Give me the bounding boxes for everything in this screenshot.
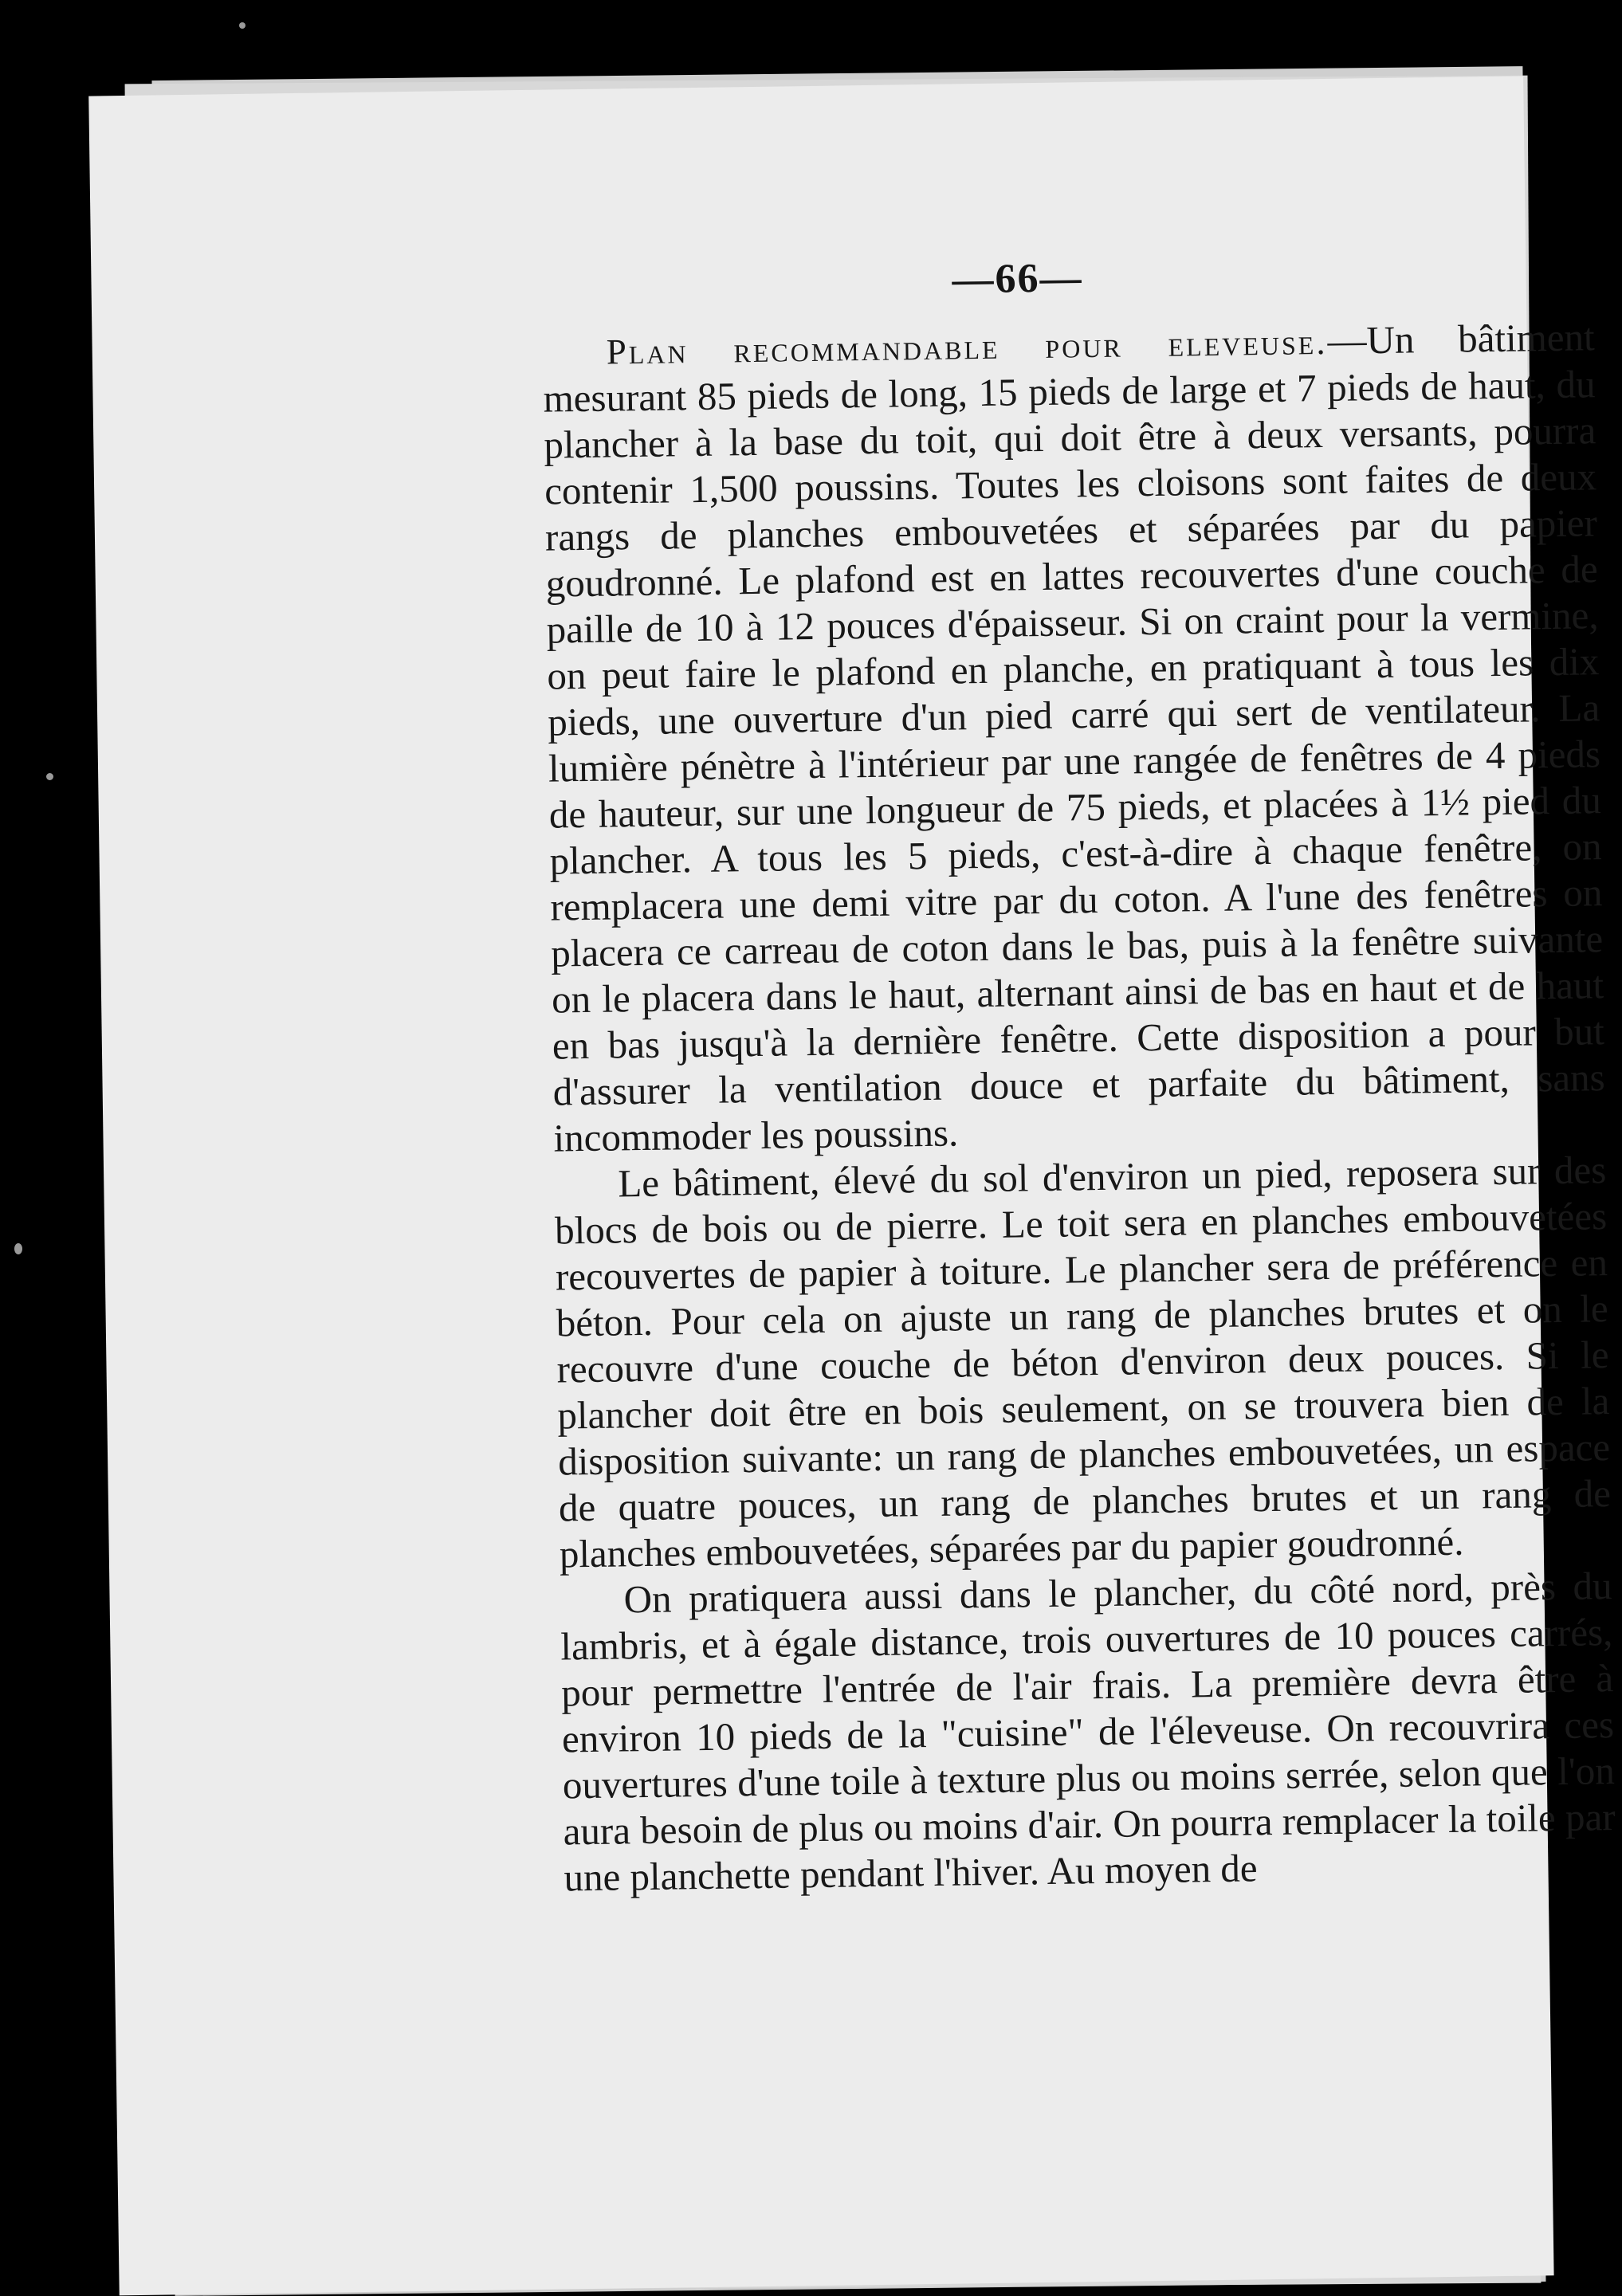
paragraph-text: —Un bâtiment mesurant 85 pieds de long, 15 pieds de large et 7 pieds de haut, du plancher à la base du toit, qui doit être à deux versants, pourra contenir 1,500 poussins. Toutes les cloisons sont faites de deux rangs de planches embouvetées et séparées par du papier goudronné. Le plafond est en lattes recouvertes d'une couche de paille de 10 à 12 pouces d'épaisseur. Si on craint pour la vermine, on peut faire le plafond en planche, en pratiquant à tous les dix pieds, une ouverture d'un pied carré qui sert de ventilateur. La lumière pénètre à l'intérieur par une rangée de fenêtres de 4 pieds de hauteur, sur une longueur de 75 pieds, et placées à 1½ pied du plancher. A tous les 5 pieds, c'est-à-dire à chaque fenêtre, on remplacera une demi vitre par du coton. A l'une des fenêtres on placera ce carreau de coton dans le bas, puis à la fenêtre suivante on le placera dans le haut, alternant ainsi de bas en haut et de haut en bas jusqu'à la dernière fenêtre. Cette disposition a pour but d'assurer la ventilation douce et parfaite du bâtiment, sans incommoder les poussins. (543, 315, 1605, 1160)
page-body (542, 314, 1616, 1901)
section-heading: Plan recommandable pour eleveuse. (606, 321, 1328, 372)
page-number: —66— (952, 255, 1083, 303)
paragraph (542, 314, 1605, 1161)
paragraph: Le bâtiment, élevé du sol d'environ un pied, reposera sur des blocs de bois ou de pierre. Le toit sera en planches embouvetées recouvertes de papier à toiture. Le plancher sera de préférence en béton. Pour cela on ajuste un rang de planches brutes et on le recouvre d'une couche de béton d'environ deux pouces. Si le plancher doit être en bois seulement, on se trouvera bien de la disposition suivante: un rang de planches embouvetées, un espace de quatre pouces, un rang de planches brutes et un rang de planches embouvetées, séparées par du papier goudronné. (554, 1148, 1612, 1576)
book-page (88, 76, 1616, 2295)
scan-speck (14, 1243, 22, 1254)
scan-speck (239, 22, 245, 29)
paragraph: On pratiquera aussi dans le plancher, du côté nord, près du lambris, et à égale distance, trois ouvertures de 10 pouces carrés, pour permettre l'entrée de l'air frais. La première devra être à environ 10 pieds de la "cuisine" de l'éleveuse. On recouvrira ces ouvertures d'une toile à texture plus ou moins serrée, selon que l'on aura besoin de plus ou moins d'air. On pourra remplacer la toile par une planchette pendant l'hiver. Au moyen de (560, 1564, 1616, 1900)
scan-speck (46, 773, 53, 780)
